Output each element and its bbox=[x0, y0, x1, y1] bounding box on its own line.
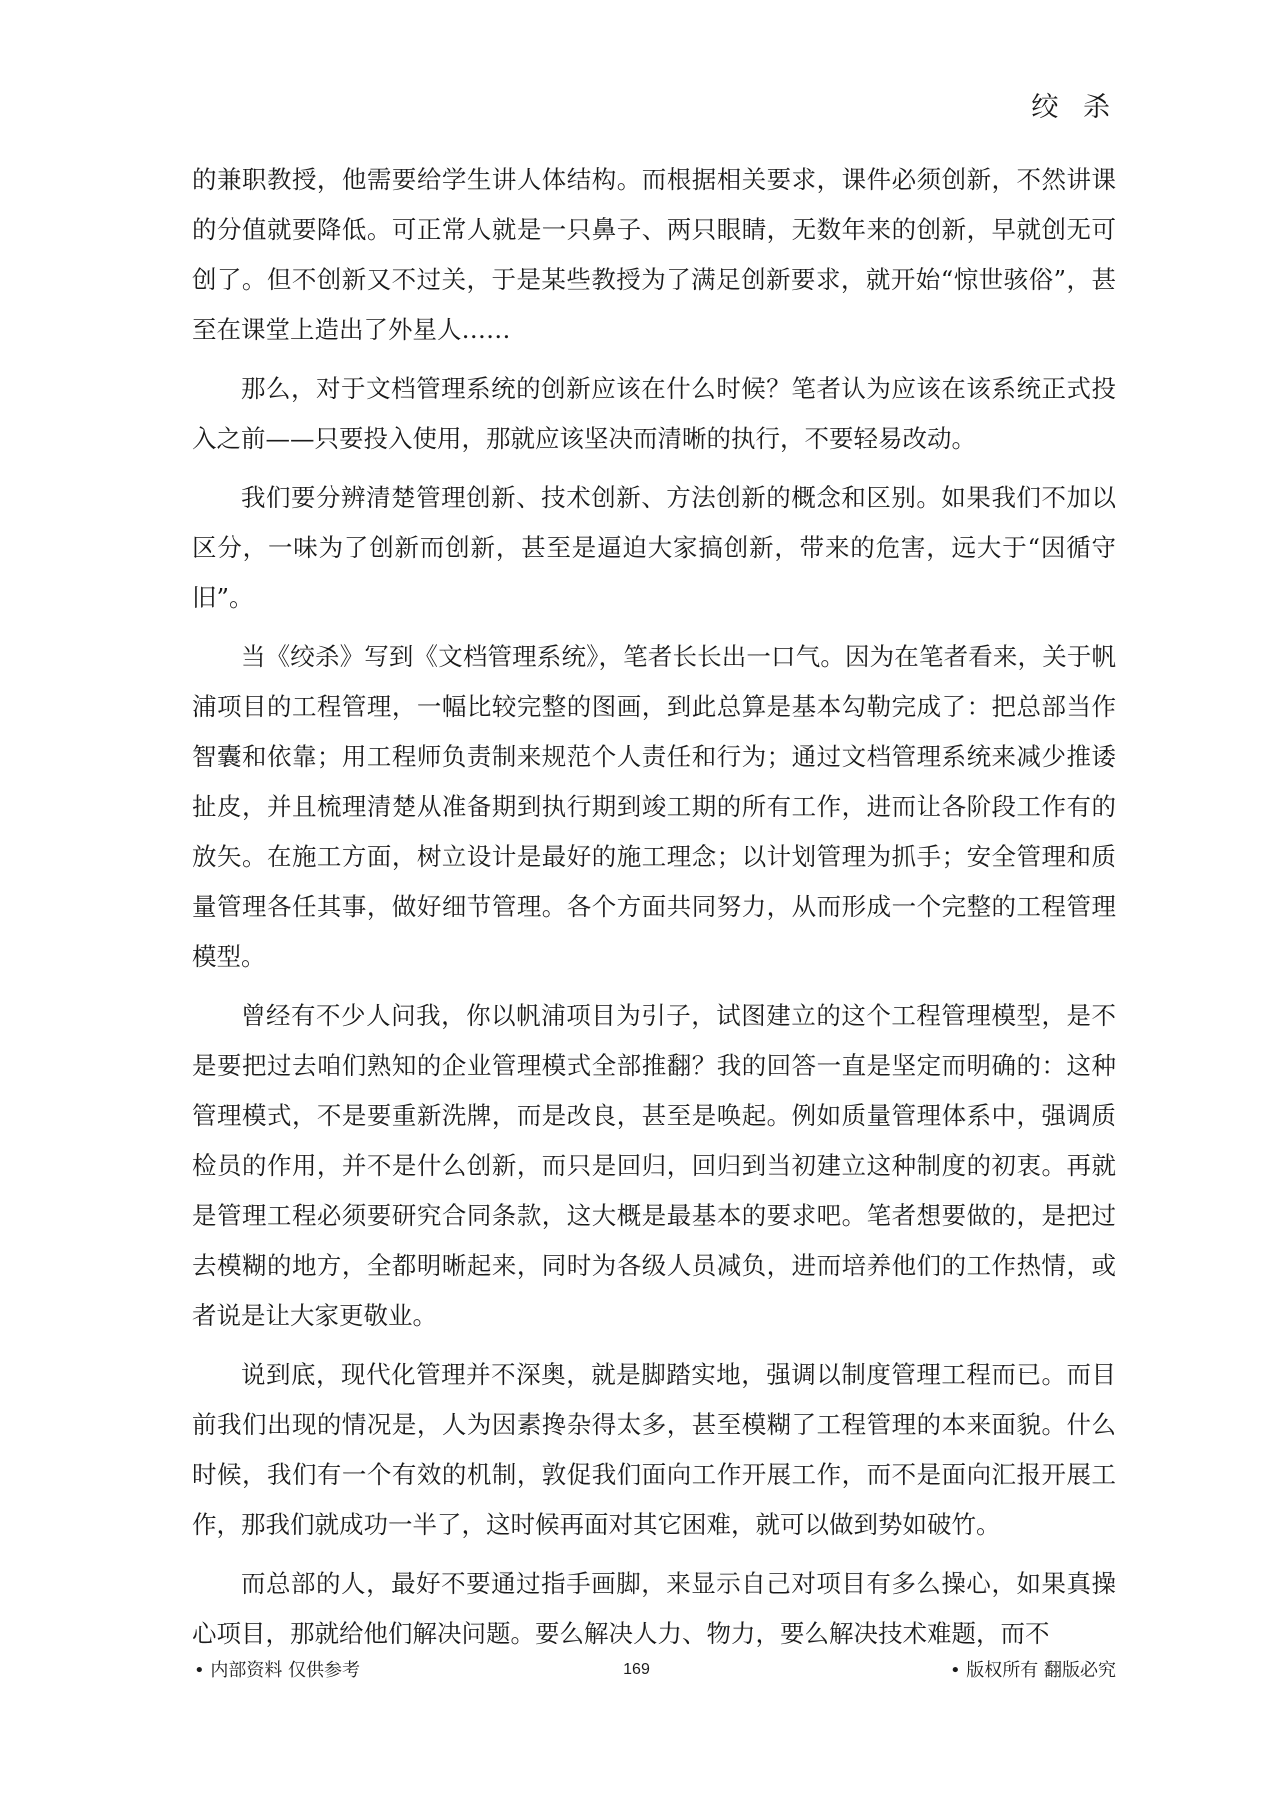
paragraph: 当《绞杀》写到《文档管理系统》，笔者长长出一口气。因为在笔者看来，关于帆浦项目的工程管理，一幅比较完整的图画，到此总算是基本勾勒完成了：把总部当作智囊和依靠；用工程师负责制来规范个人责任和行为；通过文档管理系统来减少推诿扯皮，并且梳理清楚从准备期到执行期到竣工期的所有工作，进而让各阶段工作有的放矢。在施工方面，树立设计是最好的施工理念；以计划管理为抓手；安全管理和质量管理各任其事，做好细节管理。各个方面共同努力，从而形成一个完整的工程管理模型。 bbox=[192, 642, 1116, 971]
running-header-title: 绞 杀 bbox=[1031, 92, 1118, 123]
paragraph: 那么，对于文档管理系统的创新应该在什么时候？笔者认为应该在该系统正式投入之前——只要投入使用，那就应该坚决而清晰的执行，不要轻易改动。 bbox=[192, 374, 1116, 453]
paragraph: 我们要分辨清楚管理创新、技术创新、方法创新的概念和区别。如果我们不加以区分，一味为了创新而创新，甚至是逼迫大家搞创新，带来的危害，远大于“因循守旧”。 bbox=[192, 483, 1116, 612]
footer-left-note: • 内部资料 仅供参考 bbox=[194, 1660, 361, 1681]
paragraph: 的兼职教授，他需要给学生讲人体结构。而根据相关要求，课件必须创新，不然讲课的分值就要降低。可正常人就是一只鼻子、两只眼睛，无数年来的创新，早就创无可创了。但不创新又不过关，于是某些教授为了满足创新要求，就开始“惊世骇俗”，甚至在课堂上造出了外星人…… bbox=[192, 165, 1116, 344]
body-text bbox=[192, 155, 1116, 1668]
paragraph: 曾经有不少人问我，你以帆浦项目为引子，试图建立的这个工程管理模型，是不是要把过去咱们熟知的企业管理模式全部推翻？我的回答一直是坚定而明确的：这种管理模式，不是要重新洗牌，而是改良，甚至是唤起。例如质量管理体系中，强调质检员的作用，并不是什么创新，而只是回归，回归到当初建立这种制度的初衷。再就是管理工程必须要研究合同条款，这大概是最基本的要求吧。笔者想要做的，是把过去模糊的地方，全都明晰起来，同时为各级人员减负，进而培养他们的工作热情，或者说是让大家更敬业。 bbox=[192, 1001, 1116, 1330]
page-number: 169 bbox=[623, 1661, 650, 1678]
paragraph: 而总部的人，最好不要通过指手画脚，来显示自己对项目有多么操心，如果真操心项目，那就给他们解决问题。要么解决人力、物力，要么解决技术难题，而不 bbox=[192, 1569, 1116, 1648]
paragraph: 说到底，现代化管理并不深奥，就是脚踏实地，强调以制度管理工程而已。而目前我们出现的情况是，人为因素搀杂得太多，甚至模糊了工程管理的本来面貌。什么时候，我们有一个有效的机制，敦促我们面向工作开展工作，而不是面向汇报开展工作，那我们就成功一半了，这时候再面对其它困难，就可以做到势如破竹。 bbox=[192, 1360, 1116, 1539]
footer-right-note: • 版权所有 翻版必究 bbox=[949, 1660, 1116, 1681]
